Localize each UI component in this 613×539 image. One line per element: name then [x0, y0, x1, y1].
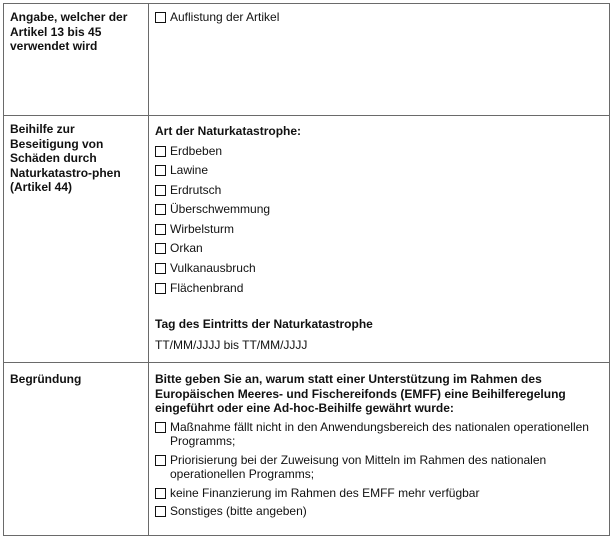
row-label: Begründung [10, 372, 82, 386]
row-label: Angabe, welcher der Artikel 13 bis 45 verwendet wird [10, 10, 128, 53]
option-orkan[interactable] [155, 241, 603, 256]
option-label: Lawine [170, 163, 209, 178]
content-cell [149, 4, 610, 116]
label-cell [4, 4, 149, 116]
option-label: Sonstiges (bitte angeben) [170, 504, 307, 518]
option-erdbeben[interactable] [155, 144, 603, 159]
option-no-funding[interactable] [155, 486, 603, 501]
option-auflistung[interactable] [155, 10, 603, 25]
content-cell [149, 363, 610, 536]
checkbox-icon[interactable] [155, 224, 166, 235]
option-label: Orkan [170, 241, 203, 256]
row-natural-disaster [4, 116, 610, 363]
option-label: Auflistung der Artikel [170, 10, 280, 24]
option-prioritisation[interactable] [155, 453, 603, 482]
row-articles [4, 4, 610, 116]
option-label: keine Finanzierung im Rahmen des EMFF mehr verfügbar [170, 485, 480, 500]
option-erdrutsch[interactable] [155, 183, 603, 198]
checkbox-icon[interactable] [155, 263, 166, 274]
checkbox-icon[interactable] [155, 506, 166, 517]
justification-heading: Bitte geben Sie an, warum statt einer Unterstützung im Rahmen des Europäischen Meeres- und Fischereifonds (EMFF) eine Beihilferegelung eingeführt oder eine Ad-hoc-Beihilfe gewährt wurde: [155, 372, 566, 415]
checkbox-icon[interactable] [155, 455, 166, 466]
label-cell [4, 116, 149, 363]
option-label: Flächenbrand [170, 280, 244, 295]
justification-list [155, 420, 603, 519]
option-label: Erdrutsch [170, 182, 222, 197]
option-lawine[interactable] [155, 163, 603, 178]
content-cell [149, 116, 610, 363]
checkbox-icon[interactable] [155, 165, 166, 176]
option-label: Priorisierung bei der Zuweisung von Mitteln im Rahmen des nationalen operationellen Programms; [170, 452, 547, 481]
checkbox-icon[interactable] [155, 185, 166, 196]
option-label: Erdbeben [170, 143, 223, 158]
checkbox-icon[interactable] [155, 422, 166, 433]
option-flaechenbrand[interactable] [155, 281, 603, 296]
option-vulkanausbruch[interactable] [155, 261, 603, 276]
checkbox-icon[interactable] [155, 283, 166, 294]
checkbox-icon[interactable] [155, 204, 166, 215]
option-label: Überschwemmung [170, 202, 271, 217]
date-range-value[interactable]: TT/MM/JJJJ bis TT/MM/JJJJ [155, 337, 308, 352]
checkbox-icon[interactable] [155, 12, 166, 23]
form-table [3, 3, 610, 536]
date-heading: Tag des Eintritts der Naturkatastrophe [155, 317, 373, 332]
option-label: Wirbelsturm [170, 221, 235, 236]
row-label: Beihilfe zur Beseitigung von Schäden durch Naturkatastro-phen (Artikel 44) [10, 122, 121, 194]
disaster-type-list [155, 144, 603, 296]
option-label: Maßnahme fällt nicht in den Anwendungsbereich des nationalen operationellen Programms; [170, 419, 589, 448]
option-other[interactable] [155, 504, 603, 519]
row-justification [4, 363, 610, 536]
disaster-type-heading: Art der Naturkatastrophe: [155, 124, 302, 138]
checkbox-icon[interactable] [155, 243, 166, 254]
option-label: Vulkanausbruch [170, 261, 256, 276]
checkbox-icon[interactable] [155, 488, 166, 499]
option-out-of-scope[interactable] [155, 420, 603, 449]
checkbox-icon[interactable] [155, 146, 166, 157]
option-wirbelsturm[interactable] [155, 222, 603, 237]
label-cell [4, 363, 149, 536]
option-ueberschwemmung[interactable] [155, 202, 603, 217]
